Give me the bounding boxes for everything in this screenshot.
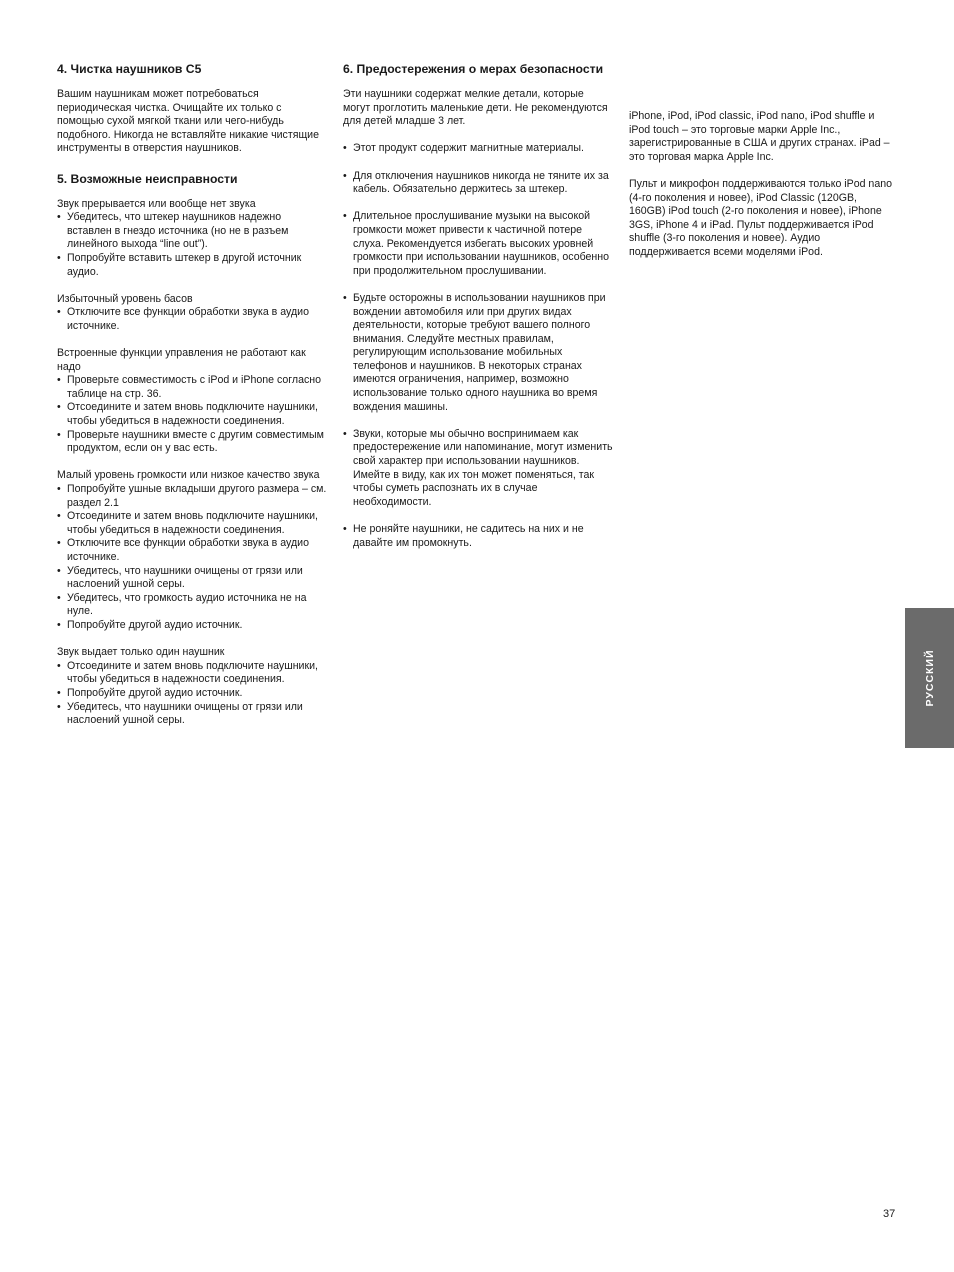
trouble-heading: Звук прерывается или вообще нет звука	[57, 197, 256, 210]
list-item: • Проверьте наушники вместе с другим совместимым продуктом, если он у вас есть.	[57, 429, 327, 456]
trouble-group	[57, 347, 327, 456]
column-right	[629, 110, 894, 260]
list-item: • Проверьте совместимость с iPod и iPhone согласно таблице на стр. 36.	[57, 374, 327, 401]
list-item: • Отключите все функции обработки звука в аудио источнике.	[57, 537, 327, 564]
list-item: • Убедитесь, что наушники очищены от грязи или наслоений ушной серы.	[57, 565, 327, 592]
page-number: 37	[883, 1208, 896, 1220]
list-item: • Этот продукт содержит магнитные материалы.	[343, 142, 613, 156]
section-6-title: 6. Предостережения о мерах безопасности	[343, 62, 604, 76]
trouble-group	[57, 646, 327, 728]
trouble-heading: Избыточный уровень басов	[57, 292, 193, 305]
trouble-heading: Звук выдает только один наушник	[57, 646, 225, 659]
list-item: • Отсоедините и затем вновь подключите наушники, чтобы убедиться в надежности соединения.	[57, 660, 327, 687]
language-tab-label: РУССКИЙ	[923, 649, 936, 707]
list-item: • Убедитесь, что штекер наушников надежно вставлен в гнездо источника (но не в разъем линейного выхода “line out”).	[57, 211, 327, 252]
list-item: • Убедитесь, что громкость аудио источника не на нуле.	[57, 592, 327, 619]
list-item: • Попробуйте вставить штекер в другой источник аудио.	[57, 252, 327, 279]
list-item: • Отсоедините и затем вновь подключите наушники, чтобы убедиться в надежности соединения.	[57, 510, 327, 537]
section-4-title: 4. Чистка наушников C5	[57, 62, 202, 76]
list-item: • Для отключения наушников никогда не тяните их за кабель. Обязательно держитесь за штекер.	[343, 170, 613, 197]
list-item: • Убедитесь, что наушники очищены от грязи или наслоений ушной серы.	[57, 701, 327, 728]
list-item: • Не роняйте наушники, не садитесь на них и не давайте им промокнуть.	[343, 523, 613, 550]
list-item: • Попробуйте другой аудио источник.	[57, 619, 327, 633]
trouble-heading: Встроенные функции управления не работают как надо	[57, 347, 306, 373]
section-4-text: Вашим наушникам может потребоваться периодическая чистка. Очищайте их только с помощью сухой мягкой ткани или чего-нибудь подобного. Никогда не вставляйте никакие чистящие инструменты в отверстия наушников.	[57, 88, 319, 155]
list-item: • Попробуйте другой аудио источник.	[57, 687, 327, 701]
language-tab	[905, 608, 954, 748]
list-item: • Звуки, которые мы обычно воспринимаем как предостережение или напоминание, могут изменить свой характер при использовании наушников. Имейте в виду, как их тон может поменяться, так чтобы суметь распознать их в случае необходимости.	[343, 428, 613, 510]
column-left	[57, 60, 327, 728]
list-item: • Длительное прослушивание музыки на высокой громкости может привести к частичной потере слуха. Рекомендуется избегать высоких уровней громкости при использовании наушников, особенно при продолжительном прослушивании.	[343, 210, 613, 278]
list-item: • Отсоедините и затем вновь подключите наушники, чтобы убедиться в надежности соединения.	[57, 401, 327, 428]
trouble-heading: Малый уровень громкости или низкое качество звука	[57, 469, 320, 482]
list-item: • Будьте осторожны в использовании наушников при вождении автомобиля или при других видах деятельности, которые требуют вашего полного внимания. Следуйте местных правилам, регулирующим использование мобильных телефонов и наушников. В некоторых странах имеются ограничения, например, возможно использование только одного наушника во время вождения машины.	[343, 292, 613, 414]
trouble-group	[57, 293, 327, 334]
compatibility-text: Пульт и микрофон поддерживаются только iPod nano (4-го поколения и новее), iPod Classic (120GB, 160GB) iPod touch (2-го поколения и новее), iPhone 3GS, iPhone 4 и iPad. Пульт поддерживается iPod shuffle (3-го поколения и новее). Аудио поддерживается всеми моделями iPod.	[629, 177, 892, 258]
trouble-group	[57, 469, 327, 632]
trademark-text: iPhone, iPod, iPod classic, iPod nano, iPod shuffle и iPod touch – это торговые марки Apple Inc., зарегистрированные в США и других странах. iPad – это торговая марка Apple Inc.	[629, 110, 890, 163]
safety-intro: Эти наушники содержат мелкие детали, которые могут проглотить маленькие дети. Не рекомендуются для детей младше 3 лет.	[343, 88, 608, 128]
list-item: • Отключите все функции обработки звука в аудио источнике.	[57, 306, 327, 333]
section-5-title: 5. Возможные неисправности	[57, 171, 238, 186]
column-middle	[343, 60, 613, 550]
trouble-group	[57, 198, 327, 280]
safety-list	[343, 142, 613, 550]
list-item: • Попробуйте ушные вкладыши другого размера – см. раздел 2.1	[57, 483, 327, 510]
